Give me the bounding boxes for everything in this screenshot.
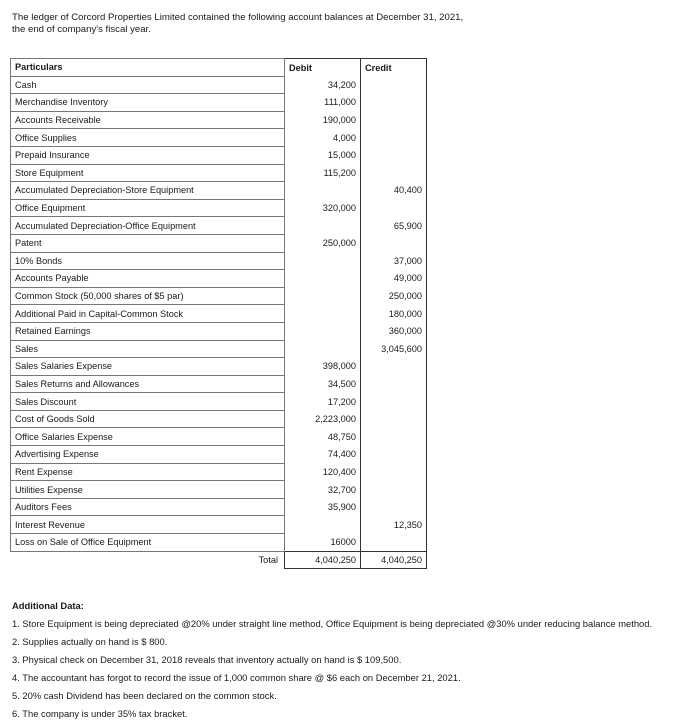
- debit-cell: [285, 322, 361, 340]
- account-cell: Sales Discount: [11, 393, 285, 411]
- table-row: [11, 305, 427, 323]
- account-cell: Accounts Receivable: [11, 111, 285, 129]
- table-row: [11, 534, 427, 552]
- credit-cell: [361, 498, 427, 516]
- intro-line-2: the end of company's fiscal year.: [12, 24, 151, 35]
- credit-cell: [361, 146, 427, 164]
- debit-cell: 34,200: [285, 76, 361, 94]
- table-row: [11, 410, 427, 428]
- credit-cell: [361, 234, 427, 252]
- table-row: [11, 375, 427, 393]
- table-row: [11, 129, 427, 147]
- account-cell: Retained Earnings: [11, 322, 285, 340]
- total-label: Total: [258, 555, 278, 566]
- table-row: [11, 182, 427, 200]
- debit-cell: 16000: [285, 534, 361, 552]
- table-row: [11, 164, 427, 182]
- account-cell: Cost of Goods Sold: [11, 410, 285, 428]
- table-row: [11, 287, 427, 305]
- credit-cell: [361, 94, 427, 112]
- additional-heading: Additional Data:: [12, 600, 84, 611]
- credit-cell: [361, 481, 427, 499]
- credit-cell: [361, 534, 427, 552]
- debit-cell: 115,200: [285, 164, 361, 182]
- account-cell: Cash: [11, 76, 285, 94]
- credit-cell: [361, 111, 427, 129]
- account-cell: Additional Paid in Capital-Common Stock: [11, 305, 285, 323]
- account-cell: Merchandise Inventory: [11, 94, 285, 112]
- table-row: [11, 322, 427, 340]
- ledger-body: [11, 76, 427, 551]
- ledger-table: [10, 58, 427, 569]
- debit-cell: 15,000: [285, 146, 361, 164]
- list-item: 6. The company is under 35% tax bracket.: [12, 708, 188, 719]
- debit-cell: [285, 516, 361, 534]
- table-row: [11, 270, 427, 288]
- debit-cell: 74,400: [285, 446, 361, 464]
- total-credit: 4,040,250: [361, 551, 427, 569]
- account-cell: Office Salaries Expense: [11, 428, 285, 446]
- credit-cell: [361, 428, 427, 446]
- credit-cell: [361, 129, 427, 147]
- debit-cell: [285, 287, 361, 305]
- additional-list: [12, 615, 688, 723]
- debit-cell: 48,750: [285, 428, 361, 446]
- credit-cell: [361, 358, 427, 376]
- account-cell: Store Equipment: [11, 164, 285, 182]
- account-cell: Patent: [11, 234, 285, 252]
- account-cell: Sales: [11, 340, 285, 358]
- debit-cell: 190,000: [285, 111, 361, 129]
- table-row: [11, 498, 427, 516]
- debit-cell: 250,000: [285, 234, 361, 252]
- header-particulars: Particulars: [11, 59, 285, 77]
- account-cell: Accumulated Depreciation-Store Equipment: [11, 182, 285, 200]
- credit-cell: [361, 375, 427, 393]
- account-cell: Auditors Fees: [11, 498, 285, 516]
- debit-cell: 4,000: [285, 129, 361, 147]
- list-item: 1. Store Equipment is being depreciated @20% under straight line method, Office Equipment is being depreciated @30% under reducing balance method.: [12, 618, 653, 629]
- debit-cell: 2,223,000: [285, 410, 361, 428]
- intro-line-1: The ledger of Corcord Properties Limited contained the following account balances at December 31, 2021,: [12, 12, 464, 23]
- credit-cell: 250,000: [361, 287, 427, 305]
- header-credit: Credit: [361, 59, 427, 77]
- credit-cell: [361, 164, 427, 182]
- debit-cell: 111,000: [285, 94, 361, 112]
- debit-cell: [285, 270, 361, 288]
- debit-cell: [285, 340, 361, 358]
- account-cell: Utilities Expense: [11, 481, 285, 499]
- list-item: 3. Physical check on December 31, 2018 reveals that inventory actually on hand is $ 109,500.: [12, 654, 402, 665]
- credit-cell: 12,350: [361, 516, 427, 534]
- account-cell: Interest Revenue: [11, 516, 285, 534]
- table-row: [11, 481, 427, 499]
- account-cell: 10% Bonds: [11, 252, 285, 270]
- account-cell: Office Supplies: [11, 129, 285, 147]
- account-cell: Advertising Expense: [11, 446, 285, 464]
- table-row: [11, 516, 427, 534]
- header-debit: Debit: [285, 59, 361, 77]
- list-item: 5. 20% cash Dividend has been declared on the common stock.: [12, 690, 277, 701]
- credit-cell: 40,400: [361, 182, 427, 200]
- debit-cell: [285, 217, 361, 235]
- account-cell: Sales Salaries Expense: [11, 358, 285, 376]
- credit-cell: 49,000: [361, 270, 427, 288]
- table-row: [11, 199, 427, 217]
- table-row: [11, 146, 427, 164]
- account-cell: Prepaid Insurance: [11, 146, 285, 164]
- table-row: [11, 446, 427, 464]
- credit-cell: 3,045,600: [361, 340, 427, 358]
- credit-cell: [361, 76, 427, 94]
- table-row: [11, 428, 427, 446]
- table-row: [11, 463, 427, 481]
- debit-cell: 34,500: [285, 375, 361, 393]
- table-row: [11, 111, 427, 129]
- table-row: [11, 76, 427, 94]
- credit-cell: [361, 199, 427, 217]
- table-row: [11, 252, 427, 270]
- debit-cell: 32,700: [285, 481, 361, 499]
- debit-cell: [285, 305, 361, 323]
- account-cell: Sales Returns and Allowances: [11, 375, 285, 393]
- credit-cell: 65,900: [361, 217, 427, 235]
- list-item: 2. Supplies actually on hand is $ 800.: [12, 636, 168, 647]
- debit-cell: [285, 252, 361, 270]
- debit-cell: 320,000: [285, 199, 361, 217]
- debit-cell: [285, 182, 361, 200]
- table-header-row: [11, 59, 427, 77]
- debit-cell: 17,200: [285, 393, 361, 411]
- account-cell: Accounts Payable: [11, 270, 285, 288]
- credit-cell: [361, 463, 427, 481]
- table-row: [11, 393, 427, 411]
- credit-cell: 180,000: [361, 305, 427, 323]
- table-row: [11, 358, 427, 376]
- table-row: [11, 217, 427, 235]
- debit-cell: 120,400: [285, 463, 361, 481]
- account-cell: Rent Expense: [11, 463, 285, 481]
- debit-cell: 398,000: [285, 358, 361, 376]
- table-row: [11, 340, 427, 358]
- credit-cell: [361, 393, 427, 411]
- account-cell: Common Stock (50,000 shares of $5 par): [11, 287, 285, 305]
- table-row: [11, 94, 427, 112]
- additional-data: [12, 597, 688, 723]
- credit-cell: 360,000: [361, 322, 427, 340]
- account-cell: Office Equipment: [11, 199, 285, 217]
- total-row: [11, 551, 427, 569]
- total-debit: 4,040,250: [285, 551, 361, 569]
- list-item: 4. The accountant has forgot to record the issue of 1,000 common share @ $6 each on December 21, 2021.: [12, 672, 461, 683]
- intro-text: [12, 12, 572, 36]
- account-cell: Accumulated Depreciation-Office Equipment: [11, 217, 285, 235]
- account-cell: Loss on Sale of Office Equipment: [11, 534, 285, 552]
- credit-cell: [361, 410, 427, 428]
- credit-cell: [361, 446, 427, 464]
- table-row: [11, 234, 427, 252]
- debit-cell: 35,900: [285, 498, 361, 516]
- credit-cell: 37,000: [361, 252, 427, 270]
